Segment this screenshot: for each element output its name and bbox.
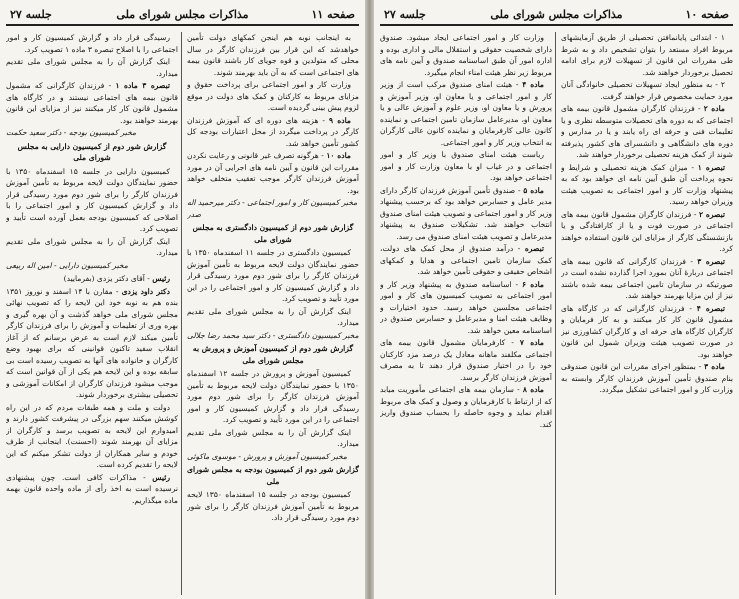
report-heading: گزارش شور دوم از کمیسیون دارایی به مجلس شورای ملی xyxy=(17,141,167,162)
article-label: ماده ۸ xyxy=(522,385,545,394)
article-paragraph: ماده ۹ - هزینه های دوره ای که آموزش فرزندان کارگر در پرداخت میگردد از محل اعتبارات بودجه کل کشور تأمین خواهد شد. xyxy=(187,115,359,148)
page-number: صفحه ۱۱ xyxy=(311,8,355,21)
text-column-right xyxy=(187,32,359,595)
article-label: ماده ۴ xyxy=(522,80,544,89)
article-paragraph: تبصره ۳ ماده ۱ - فرزندان کارگرانی که مشمول قانون بیمه های اجتماعی نیستند و در کارگاه های مشمول قانون کار کار میکنند نیز از مزایای این قانون بهرمند خواهند بود. xyxy=(6,81,178,125)
body-paragraph: رسیدگی قرار داد و گزارش کمیسیون کار و امور اجتماعی را با اصلاح تبصره ۳ ماده ۱ تصویب کرد. xyxy=(6,33,178,54)
article-paragraph: ماده ۶ - اساسنامه صندوق به پیشنهاد وزیر کار و امور اجتماعی به تصویب کمیسیون های کار و امور اجتماعی مجلسین خواهد رسید. حدود اختیارات و وظایف هیئت امنا و مدیرعامل و حسابرس صندوق در اساسنامه معین خواهد شد. xyxy=(380,279,552,335)
report-heading: گزارش شور دوم از کمیسیون دادگستری به مجلس شورای ملی xyxy=(192,223,354,244)
body-paragraph: اینک گزارش آن را به مجلس شورای ملی تقدیم میدارد. xyxy=(6,236,178,257)
article-paragraph: ماده ۱۰ - هرگونه تصرف غیر قانونی و رعایت نکردن مقررات این قانون و آیین نامه های اجرایی آن در مورد آموزش فرزندان کارگر موجب تعقیب متخلف خواهد بود. xyxy=(187,151,359,195)
article-paragraph: ماده ۳ - بمنظور اجرای مقررات این قانون صندوقی بنام صندوق تأمین آموزش فرزندان کارگر وابسته به وزارت کار و امور اجتماعی تشکیل میگردد. xyxy=(561,362,733,394)
signature-line: مخبر کمیسیون بودجه - دکتر سعید حکمت xyxy=(6,128,137,137)
article-label: ماده ۳ xyxy=(704,362,726,371)
article-paragraph: تبصره ۳ - فرزندان کارگرانی که قانون بیمه های اجتماعی دربارهٔ آنان بمورد اجرا گذارده نشده است در صورتیکه در سازمان تامین اجتماعی بیمه شده باشند نیز از این مزایا بهرمند خواهند شد. xyxy=(561,256,733,300)
body-paragraph: وزارت کار و امور اجتماعی ایجاد میشود. صندوق دارای شخصیت حقوقی و استقلال مالی و اداری بوده و اداره امور آن طبق اساسنامه صندوق و آیین نامه های مربوط زیر نظر هیئت امناء انجام میگیرد. xyxy=(380,33,552,77)
page-number: صفحه ۱۰ xyxy=(685,8,729,21)
body-paragraph: ریاست هیئت امنای صندوق با وزیر کار و امور اجتماعی و در غیاب او با معاون وزارت کار و امور اجتماعی خواهد بود. xyxy=(380,150,552,182)
article-label: تبصره ۱ xyxy=(697,162,725,172)
page-title: مذاکرات مجلس شورای ملی xyxy=(490,8,623,21)
article-label: تبصره ۳ ماده ۱ xyxy=(115,81,170,90)
page-header xyxy=(6,6,359,26)
article-label: تبصره ۳ xyxy=(697,256,725,266)
book-gutter xyxy=(365,0,374,599)
column-divider xyxy=(181,32,182,595)
article-paragraph: تبصره - درآمد صندوق از محل کمک های دولت، کمک سازمان تامین اجتماعی و هدایا و کمکهای اشخاص حقیقی و حقوقی تأمین خواهد شد. xyxy=(380,244,552,276)
article-paragraph: ماده ۵ - صندوق تأمین آموزش فرزندان کارگر دارای مدیر عامل و حسابرس خواهد بود که برحسب پیشنهاد وزیر کار و امور اجتماعی و تصویب هیئت امنای صندوق انتخاب خواهند شد. تشکیلات صندوق به پیشنهاد مدیرعامل و تصویب هیئت امنای صندوق می رسد. xyxy=(380,185,552,241)
session-number: جلسه ۲۷ xyxy=(384,8,426,21)
signature-line: مخبر کمیسیون دارایی - امین اله ربیعی xyxy=(6,260,128,270)
body-paragraph: ۱ - ابتدائی پایانمافتن تحصیلی از طریق آزمایشهای مربوط افراد مستعد را بتوان تشخیص داد و به شرط طی مقررات این قانون از تسهیلات لازم برای ادامه تحصیل برخوردار خواهند شد. xyxy=(561,33,733,77)
text-columns xyxy=(380,32,733,595)
article-paragraph: ماده ۸ - سازمان بیمه های اجتماعی مأموریت میابد که از ارتباط با کارفرمایان و وصول و کمک های مربوط اقدام نماید و وجوه حاصله را بحساب صندوق واریز کند. xyxy=(380,385,552,429)
article-label: ماده ۷ xyxy=(519,338,544,347)
article-label: ماده ۲ xyxy=(703,104,725,113)
page-title: مذاکرات مجلس شورای ملی xyxy=(116,8,249,21)
body-paragraph: به اینجانب نوبه هم اینجن کمکهای دولت تأمین خواهدشد که این قرار بین فرزندان کارگر در سال محلی که متولدین و قوه جویای کار باشند قانون بیمه های اجتماعی است که به آن باید بهرمند شوند. xyxy=(187,33,359,77)
article-paragraph: تبصره ۱ - میزان کمک هزینه تحصیلی و شرایط و نحوه پرداخت آن طبق آیین نامه ای خواهد بود که به پیشنهاد وزارت کار و امور اجتماعی به تصویب هیئت وزیران خواهد رسید. xyxy=(561,162,733,206)
page-11 xyxy=(0,0,365,599)
text-column-left xyxy=(6,32,178,595)
article-label: ماده ۹ xyxy=(328,115,351,125)
report-heading: گزارش شور دوم از کمیسیون آموزش و پرورش به مجلس شورای ملی xyxy=(192,344,354,365)
body-paragraph: اینک گزارش آن را به مجلس شورای ملی تقدیم میدارد. xyxy=(6,57,178,78)
article-label: تبصره ۲ xyxy=(698,209,725,219)
article-label: ماده ۵ xyxy=(523,185,544,195)
body-paragraph: وزارت کار و امور اجتماعی برای پرداخت حقوق و مزایای مربوط به کارکنان و کمک های دولت در موقع لزوم پیش بینی گردیده است. xyxy=(187,80,359,112)
body-paragraph: اینک گزارش آن را به مجلس شورای ملی تقدیم میدارد. xyxy=(187,306,359,327)
article-label: رئیس xyxy=(152,472,170,482)
body-paragraph: کمیسیون آموزش و پرورش در جلسه ۱۲ اسفندماه ۱۳۵۰ با حضور نمایندگان دولت لایحه مربوط به تأمین آموزش فرزندان کارگر را برای شور دوم مورد رسیدگی قرار داد و گزارش کمیسیون کار و امور اجتماعی را در این مورد تأیید و تصویب کرد. xyxy=(187,369,359,424)
article-paragraph: ماده ۴ - هیئت امنای صندوق مرکب است از وزیر کار و امور اجتماعی و یا معاون او، وزیر آموزش و پرورش و یا معاون او، وزیر علوم و آموزش عالی و یا معاون او، مدیرعامل سازمان تامین اجتماعی و نماینده کانون عالی کارفرمایان و نماینده کانون عالی کارگران به انتخاب وزیر کار و امور اجتماعی. xyxy=(380,80,552,147)
article-paragraph: ماده ۲ - فرزندان کارگران مشمول قانون بیمه های اجتماعی که به دوره های تحصیلات متوسطه نظری و یا تعلیمات فنی و حرفه ای راه یابند و یا در مدارس و دوره های دانشگاهی و دانشسرای های کشور پذیرفته شوند از کمک هزینه تحصیلی برخوردار خواهند شد. xyxy=(561,104,733,159)
page-header xyxy=(380,6,733,26)
signature-line: مخبر کمیسیون کار و امور اجتماعی - دکتر میرحمید اله صدر xyxy=(187,198,358,219)
column-divider xyxy=(555,32,556,595)
page-10 xyxy=(374,0,739,599)
report-heading: گزارش شور دوم از کمیسیون بودجه به مجلس شورای ملی xyxy=(187,465,359,486)
article-label: ماده ۶ xyxy=(522,279,545,289)
article-paragraph: رئیس - آقای دکتر یزدی (بفرمایید) xyxy=(63,274,170,283)
article-paragraph: ماده ۷ - کارفرمایان مشمول قانون بیمه های اجتماعی مکلفند ماهانه معادل یک درصد مزد کارکنان خود را در اختیار صندوق قرار دهند تا به مصرف آموزش فرزندان کارگر برسد. xyxy=(380,338,552,382)
article-paragraph: دکتر داود یزدی - مقارن با ۱۴ اسفند و نوروز ۱۳۵۱ بنده هم به نوبه خود این لایحه را که تصویب نهائی مجلس شورای ملی خواهد گذشت و آن بهره گیری و بهره وری از تعلیمات و آموزش را برای فرزندان کارگر تأمین میکند لازم است به عرض برسانم که از آغاز انقلاب سفید تاکنون قوانینی که برای بهبود وضع کارگران و خانواده های آنها به تصویب رسیده است بی سابقه بوده و این لایحه هم یکی از آن قوانین است که موجب میشود فرزندان کارگران از امکانات آموزشی و تحصیلی بیشتری برخوردار شوند. xyxy=(6,286,178,399)
signature-line: مخبر کمیسیون دادگستری - دکتر سید محمد رضا جلالی xyxy=(187,330,359,340)
signature-line: مخبر کمیسیون آموزش و پرورش - موسوی ماکوئی xyxy=(187,451,347,461)
body-paragraph: کمیسیون دادگستری در جلسه ۱۱ اسفندماه ۱۳۵۰ با حضور نمایندگان دولت لایحه مربوط به تأمین آموزش فرزندان کارگر را برای شور دوم مورد رسیدگی قرار داد و گزارش کمیسیون کار و امور اجتماعی را در این مورد تأیید و تصویب کرد. xyxy=(187,248,359,303)
text-column-right xyxy=(561,32,733,595)
body-paragraph: کمیسیون دارایی در جلسه ۱۵ اسفندماه ۱۳۵۰ با حضور نمایندگان دولت لایحه مربوط به تأمین آموزش فرزندان کارگر را برای شور دوم مورد رسیدگی قرار داد و گزارش کمیسیون کار و امور اجتماعی را با اصلاحی که کمیسیون بودجه بعمل آورده است تأیید و تصویب کرد. xyxy=(6,166,178,233)
article-label: تبصره ۴ xyxy=(696,303,725,313)
body-paragraph: دولت و ملت و همه طبقات مردم که در این راه کوشش میکنند سهم بزرگی در پیشرفت کشور دارند و امیدوارم این لایحه به تصویب برسد و کارگران از مزایای آن بهرمند شوند (احسنت). اینجانب از طرف خودم و سایر همکاران از دولت تشکر میکنم که این لایحه را تقدیم کرده است. xyxy=(6,402,178,469)
body-paragraph: کمیسیون بودجه در جلسه ۱۵ اسفندماه ۱۳۵۰ لایحه مربوط به تأمین آموزش فرزندان کارگر را برای شور دوم مورد رسیدگی قرار داد. xyxy=(187,490,359,522)
article-paragraph: تبصره ۲ - فرزندان کارگران مشمول قانون بیمه های اجتماعی در صورت فوت و یا از کارافتادگی و یا بازنشستگی کارگر از مزایای این قانون استفاده خواهند کرد. xyxy=(561,209,733,253)
text-columns xyxy=(6,32,359,595)
article-label: دکتر داود یزدی xyxy=(121,286,170,296)
session-number: جلسه ۲۷ xyxy=(10,8,52,21)
article-paragraph: رئیس - مذاکرات کافی است. چون پیشنهادی نرسیده است به اخذ رأی از ماده واحده قانون بهمه ماده میگذاریم. xyxy=(6,472,178,505)
text-column-left xyxy=(380,32,552,595)
article-paragraph: تبصره ۴ - فرزندان کارگرانی که در کارگاه های مشمول قانون کار کار میکنند و به کار فرمایان و کارگران کارگاه های حرفه ای و کارگران کشاورزی نیز در صورت تصویب هیئت وزیران شمول این قانون خواهند بود. xyxy=(561,303,733,359)
body-paragraph: اینک گزارش آن را به مجلس شورای ملی تقدیم میدارد. xyxy=(187,427,359,448)
article-label: رئیس xyxy=(152,274,170,283)
article-label: ماده ۱۰ xyxy=(326,151,351,160)
body-paragraph: ۲ - به منظور ایجاد تسهیلات تحصیلی خانوادگی آنان مورد حمایت مخصوص قرار خواهند گرفت. xyxy=(561,80,733,101)
article-label: تبصره xyxy=(524,244,544,253)
